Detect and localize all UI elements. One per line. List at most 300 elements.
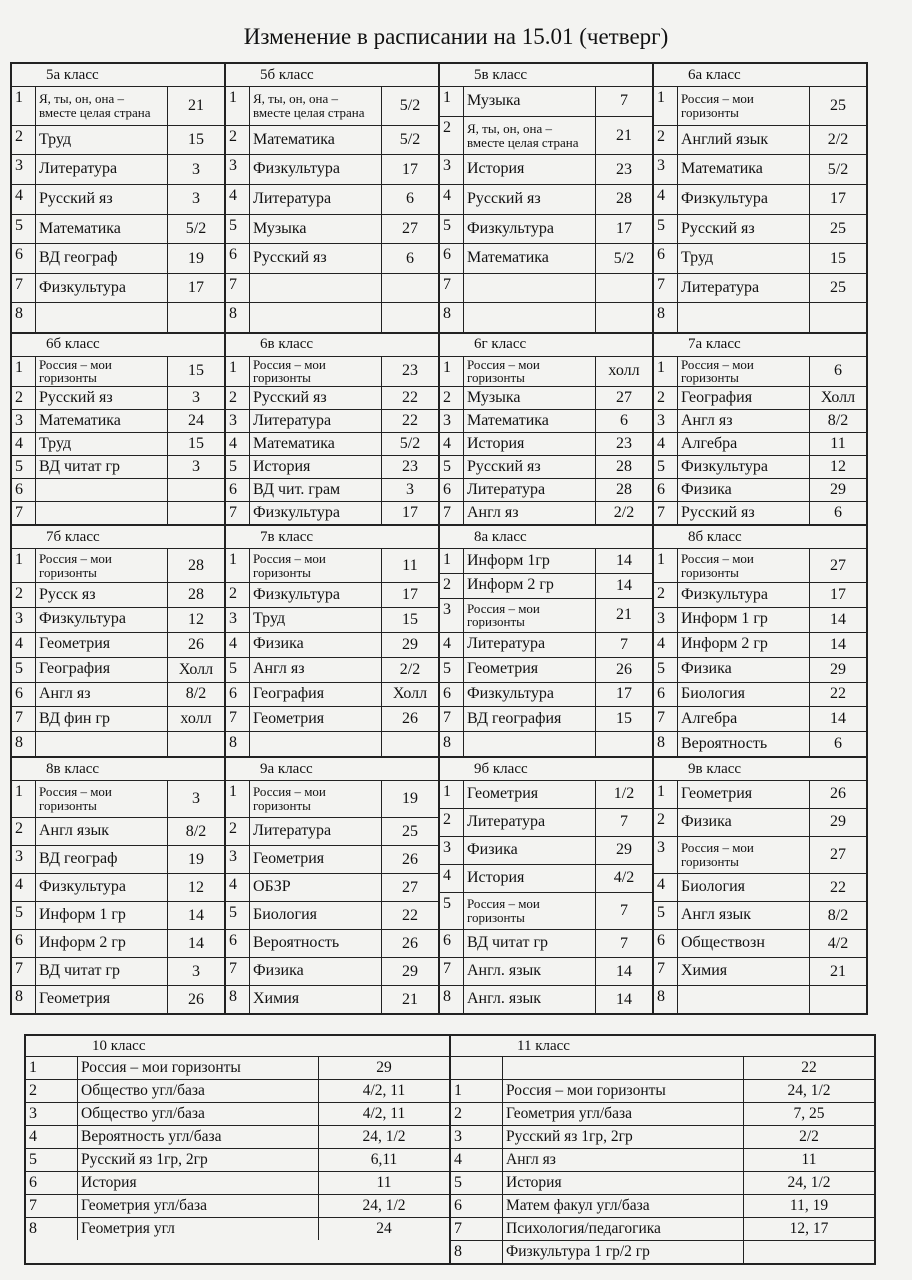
class-name: 6а класс [654, 64, 866, 87]
room: 1/2 [613, 785, 635, 803]
lesson-number: 3 [12, 846, 36, 873]
subject: Музыка [464, 387, 596, 409]
lesson-number: 7 [654, 958, 678, 985]
lesson-number: 2 [440, 117, 464, 155]
lesson-number: 1 [226, 781, 250, 817]
class-schedule-block [654, 334, 866, 524]
subject: Информ 1 гр [678, 608, 810, 632]
lesson-number: 5 [451, 1172, 503, 1194]
subject: Алгебра [678, 433, 810, 455]
lesson-number: 1 [440, 357, 464, 386]
lesson-number: 6 [654, 479, 678, 501]
room: 8/2 [827, 906, 849, 924]
lesson-row [12, 274, 224, 304]
room: 23 [616, 435, 632, 452]
room: 22 [402, 906, 418, 924]
lesson-row [451, 1126, 874, 1149]
room: 25 [402, 822, 418, 840]
lesson-number: 1 [440, 549, 464, 573]
lesson-row [451, 1103, 874, 1126]
lesson-number: 2 [12, 818, 36, 845]
lesson-row [654, 155, 866, 185]
lesson-row [226, 433, 438, 456]
lesson-row [12, 930, 224, 958]
room: 26 [402, 934, 418, 952]
room: 27 [616, 389, 632, 406]
class-schedule-block [12, 334, 224, 524]
subject [36, 502, 168, 524]
room: 29 [376, 1059, 392, 1076]
lesson-row [440, 958, 652, 986]
lesson-number: 7 [226, 502, 250, 524]
subject: Русский яз [464, 456, 596, 478]
lesson-number: 1 [12, 549, 36, 582]
lesson-row [440, 986, 652, 1013]
lesson-row [440, 185, 652, 215]
subject: Физкультура [36, 608, 168, 632]
lesson-row [654, 683, 866, 708]
subject [250, 303, 382, 332]
lesson-row [451, 1195, 874, 1218]
class-name: 7в класс [226, 526, 438, 549]
subject: Биология [678, 683, 810, 707]
lesson-number: 4 [12, 633, 36, 657]
room: 17 [402, 586, 418, 604]
class-name: 5б класс [226, 64, 438, 87]
lesson-row [12, 244, 224, 274]
lesson-number: 7 [451, 1218, 503, 1240]
lesson-row [226, 633, 438, 658]
room: 2/2 [827, 131, 849, 149]
room: 8/2 [827, 412, 849, 429]
lesson-number: 2 [440, 809, 464, 836]
subject [464, 274, 596, 303]
lesson-number: 6 [440, 683, 464, 707]
subject: Англ язык [36, 818, 168, 845]
lesson-row [226, 781, 438, 818]
room: 5/2 [399, 435, 421, 452]
room: 27 [830, 846, 846, 864]
subject: История [464, 155, 596, 184]
subject: Геометрия [464, 658, 596, 682]
room: 11 [830, 435, 846, 452]
subject: Русский яз [36, 185, 168, 214]
room: 3 [192, 389, 200, 406]
lesson-number: 1 [440, 781, 464, 808]
subject: Англ яз [464, 502, 596, 524]
subject: Труд [250, 608, 382, 632]
lesson-number: 3 [440, 410, 464, 432]
lesson-row [654, 244, 866, 274]
lesson-number: 3 [26, 1103, 78, 1125]
lesson-row [226, 126, 438, 156]
room: 6 [406, 190, 414, 208]
subject: Матем факул угл/база [503, 1195, 744, 1217]
room: 22 [402, 389, 418, 406]
room: 29 [616, 841, 632, 859]
room: 2/2 [399, 660, 421, 678]
lesson-number: 3 [440, 837, 464, 864]
lesson-row [654, 837, 866, 874]
lesson-row [440, 633, 652, 658]
subject: Физкультура [250, 155, 382, 184]
room: 28 [188, 586, 204, 604]
class-name: 9б класс [440, 758, 652, 781]
room: 5/2 [185, 219, 207, 237]
lesson-number: 4 [654, 433, 678, 455]
lesson-number: 4 [12, 874, 36, 901]
lesson-row [26, 1218, 449, 1240]
lesson-number: 4 [654, 874, 678, 901]
lesson-number: 5 [12, 658, 36, 682]
lesson-number: 6 [26, 1172, 78, 1194]
lesson-number: 8 [654, 303, 678, 332]
class-schedule-block [226, 758, 438, 1013]
lesson-row [12, 549, 224, 583]
lesson-row [451, 1172, 874, 1195]
lesson-row [226, 902, 438, 930]
lesson-row [654, 930, 866, 958]
subject: Я, ты, он, она – вместе целая страна [250, 87, 382, 125]
lesson-row [226, 456, 438, 479]
lesson-row [654, 874, 866, 902]
room: 24 [376, 1220, 392, 1237]
room: 4/2 [827, 934, 849, 952]
subject: Математика [250, 126, 382, 155]
subject [464, 732, 596, 756]
lesson-number: 2 [12, 387, 36, 409]
lesson-row [440, 683, 652, 708]
room: холл [180, 710, 212, 728]
lesson-number: 6 [654, 683, 678, 707]
class-schedule-block [654, 526, 866, 756]
room: 15 [616, 710, 632, 728]
room: 15 [402, 610, 418, 628]
lesson-number: 2 [654, 583, 678, 607]
room: 17 [616, 685, 632, 703]
room: 14 [830, 710, 846, 728]
lesson-row [654, 410, 866, 433]
subject: Россия – мои горизонты [36, 549, 168, 582]
subject: Англ. язык [464, 958, 596, 985]
lesson-row [440, 781, 652, 809]
lesson-number: 4 [654, 185, 678, 214]
room: 15 [188, 362, 204, 380]
class-name: 6в класс [226, 334, 438, 357]
room [382, 732, 438, 756]
room: 21 [616, 126, 632, 144]
room: 14 [830, 610, 846, 628]
lesson-row [12, 818, 224, 846]
lesson-row [12, 502, 224, 524]
lesson-row [440, 433, 652, 456]
room: 11 [801, 1151, 817, 1168]
lesson-number: 8 [226, 732, 250, 756]
room: 17 [188, 279, 204, 297]
room: 24, 1/2 [362, 1197, 406, 1214]
subject [464, 303, 596, 332]
lesson-number: 2 [226, 583, 250, 607]
room: 22 [402, 412, 418, 429]
room [744, 1241, 874, 1263]
lesson-number: 3 [226, 410, 250, 432]
subject: ВД фин гр [36, 707, 168, 731]
subject [678, 303, 810, 332]
room: 29 [402, 962, 418, 980]
room: 21 [188, 96, 204, 114]
lesson-row [440, 215, 652, 245]
lesson-row [654, 185, 866, 215]
lesson-row [440, 117, 652, 156]
subject: Вероятность [678, 732, 810, 756]
lesson-row [440, 303, 652, 332]
lesson-row [654, 357, 866, 387]
class-name: 9а класс [226, 758, 438, 781]
room: 27 [402, 219, 418, 237]
subject: Физкультура [36, 274, 168, 303]
lesson-row [654, 502, 866, 524]
subject: ВД читат гр [36, 456, 168, 478]
lesson-number: 1 [654, 549, 678, 582]
subject: Физика [678, 658, 810, 682]
room: 21 [402, 990, 418, 1008]
lesson-number: 2 [451, 1103, 503, 1125]
lesson-row [12, 126, 224, 156]
subject: ВД география [464, 707, 596, 731]
lesson-number: 6 [440, 244, 464, 273]
lesson-number: 6 [12, 244, 36, 273]
subject: Музыка [464, 87, 596, 116]
room: 25 [830, 96, 846, 114]
lesson-row [226, 387, 438, 410]
subject: Русский яз [36, 387, 168, 409]
lesson-number: 8 [654, 986, 678, 1013]
subject [250, 732, 382, 756]
subject: Физкультура [678, 185, 810, 214]
room [810, 986, 866, 1013]
subject: Россия – мои горизонты [503, 1080, 744, 1102]
subject: Обществозн [678, 930, 810, 957]
lesson-row [654, 986, 866, 1013]
lesson-number: 3 [654, 608, 678, 632]
lesson-row [440, 809, 652, 837]
room: 26 [188, 635, 204, 653]
lesson-row [226, 930, 438, 958]
lesson-number: 8 [12, 303, 36, 332]
room: 29 [830, 481, 846, 498]
room: 7 [620, 902, 628, 919]
lesson-number: 7 [654, 274, 678, 303]
subject: Информ 2 гр [678, 633, 810, 657]
subject: Англ яз [36, 683, 168, 707]
subject [36, 479, 168, 501]
class-name: 7а класс [654, 334, 866, 357]
lesson-row [654, 479, 866, 502]
subject: ВД читат гр [464, 930, 596, 957]
lesson-number: 6 [440, 479, 464, 501]
lesson-number: 1 [654, 781, 678, 808]
lesson-number: 5 [440, 456, 464, 478]
room: 3 [192, 790, 200, 808]
lesson-row [654, 633, 866, 658]
lesson-number: 7 [226, 274, 250, 303]
room: 3 [192, 190, 200, 208]
room [810, 303, 866, 332]
room: холл [608, 362, 640, 380]
room: 6 [834, 362, 842, 380]
room: 21 [830, 962, 846, 980]
room: 21 [616, 606, 632, 624]
lesson-row [12, 732, 224, 756]
lesson-row [226, 958, 438, 986]
subject: Литература [464, 809, 596, 836]
room: 29 [830, 813, 846, 831]
lesson-number: 2 [226, 818, 250, 845]
lesson-number: 4 [440, 633, 464, 657]
lesson-number: 6 [451, 1195, 503, 1217]
lesson-number: 5 [226, 215, 250, 244]
lesson-number: 1 [654, 357, 678, 386]
subject: Информ 1 гр [36, 902, 168, 929]
subject: Математика [464, 410, 596, 432]
room: 28 [616, 190, 632, 208]
lesson-number: 5 [654, 215, 678, 244]
lesson-number: 5 [26, 1149, 78, 1171]
subject [36, 303, 168, 332]
schedule-grid [10, 62, 868, 1015]
lesson-row [226, 410, 438, 433]
subject: Геометрия [464, 781, 596, 808]
class-name: 7б класс [12, 526, 224, 549]
lesson-number: 8 [12, 732, 36, 756]
lesson-number: 6 [226, 479, 250, 501]
room: 26 [830, 785, 846, 803]
lesson-row [26, 1195, 449, 1218]
lesson-row [440, 893, 652, 930]
lesson-row [26, 1080, 449, 1103]
lesson-number: 2 [654, 126, 678, 155]
lesson-number: 5 [12, 215, 36, 244]
subject: Англ яз [678, 410, 810, 432]
lesson-row [451, 1057, 874, 1080]
lesson-row [226, 683, 438, 708]
class-name: 11 класс [451, 1036, 874, 1057]
lesson-number: 2 [654, 387, 678, 409]
lesson-row [226, 87, 438, 126]
subject: Вероятность [250, 930, 382, 957]
lesson-row [12, 87, 224, 126]
subject: ОБЗР [250, 874, 382, 901]
subject: Литература [464, 479, 596, 501]
lesson-number: 7 [226, 707, 250, 731]
lesson-number: 7 [12, 958, 36, 985]
lesson-number: 4 [12, 433, 36, 455]
lesson-number: 3 [12, 410, 36, 432]
lesson-number: 5 [654, 658, 678, 682]
subject: Математика [464, 244, 596, 273]
room: 24 [188, 412, 204, 429]
lesson-row [12, 707, 224, 732]
lesson-row [12, 185, 224, 215]
lesson-number: 8 [226, 986, 250, 1013]
subject: История [503, 1172, 744, 1194]
room: 19 [402, 790, 418, 808]
lesson-number: 4 [12, 185, 36, 214]
lesson-row [654, 809, 866, 837]
subject: Русский яз 1гр, 2гр [78, 1149, 319, 1171]
lesson-number: 2 [26, 1080, 78, 1102]
room [596, 303, 652, 332]
lesson-row [440, 479, 652, 502]
lesson-number: 2 [440, 574, 464, 598]
lesson-row [440, 930, 652, 958]
subject: Физкультура [678, 456, 810, 478]
room: 4/2 [613, 869, 635, 887]
subject: Физкультура [678, 583, 810, 607]
lesson-number: 6 [12, 930, 36, 957]
room [168, 732, 224, 756]
lesson-number: 5 [226, 902, 250, 929]
lesson-row [654, 387, 866, 410]
subject: Россия – мои горизонты [678, 549, 810, 582]
room: 23 [616, 160, 632, 178]
lesson-number: 4 [451, 1149, 503, 1171]
room: 11 [376, 1174, 392, 1191]
lesson-row [440, 244, 652, 274]
lesson-row [12, 608, 224, 633]
lesson-number: 7 [440, 274, 464, 303]
subject: Физика [250, 633, 382, 657]
lesson-row [440, 732, 652, 756]
subject: Геометрия угл/база [78, 1195, 319, 1217]
subject: Труд [678, 244, 810, 273]
lesson-row [12, 633, 224, 658]
subject [678, 986, 810, 1013]
lesson-number: 1 [226, 549, 250, 582]
room: 5/2 [613, 249, 635, 267]
lesson-row [440, 155, 652, 185]
lesson-row [12, 387, 224, 410]
lesson-number: 5 [440, 658, 464, 682]
subject: История [464, 433, 596, 455]
lesson-row [226, 155, 438, 185]
room: 5/2 [399, 131, 421, 149]
lesson-number: 6 [226, 930, 250, 957]
room: 27 [402, 878, 418, 896]
subject: Русский яз [678, 215, 810, 244]
lesson-number: 8 [440, 986, 464, 1013]
room: 7 [620, 934, 628, 952]
lesson-number: 2 [440, 387, 464, 409]
room: 26 [616, 660, 632, 678]
room: Холл [392, 685, 428, 703]
subject: Англий язык [678, 126, 810, 155]
subject: Я, ты, он, она – вместе целая страна [36, 87, 168, 125]
subject: Русский яз 1гр, 2гр [503, 1126, 744, 1148]
lesson-row [226, 846, 438, 874]
subject: Русский яз [250, 387, 382, 409]
lesson-row [440, 502, 652, 524]
subject: Физика [464, 837, 596, 864]
subject: Информ 1гр [464, 549, 596, 573]
room: 3 [406, 481, 414, 498]
lesson-row [12, 658, 224, 683]
room: 7 [620, 92, 628, 110]
room: 29 [830, 660, 846, 678]
lesson-row [654, 732, 866, 756]
lesson-number [451, 1057, 503, 1079]
room: 14 [188, 934, 204, 952]
